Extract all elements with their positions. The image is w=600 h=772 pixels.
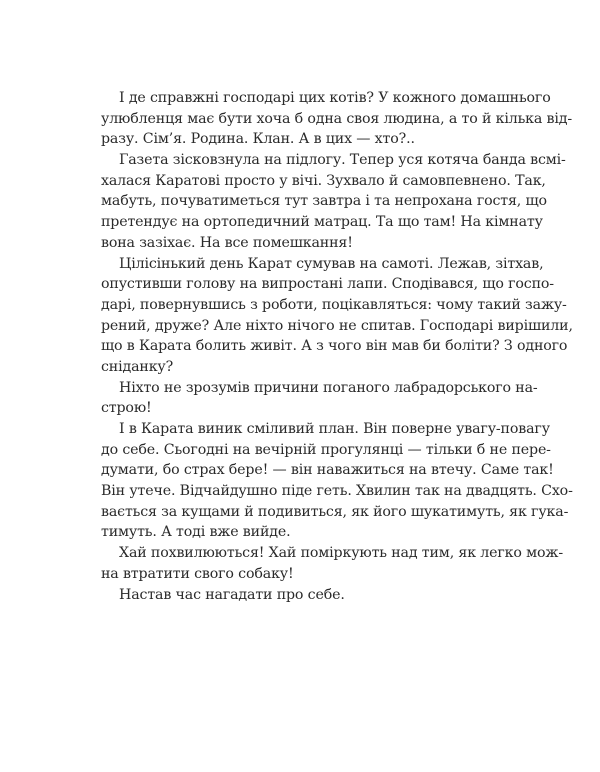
paragraph bbox=[101, 254, 573, 378]
paragraph bbox=[101, 88, 572, 150]
paragraph bbox=[101, 543, 563, 584]
paragraph bbox=[101, 150, 566, 253]
text-line: Ніхто не зрозумів причини поганого лабрадорського на- bbox=[119, 379, 538, 396]
paragraph bbox=[101, 419, 573, 543]
text-line: претендує на ортопедичний матрац. Та що там! На кімнату bbox=[101, 214, 543, 231]
text-line: тимуть. А тоді вже вийде. bbox=[101, 524, 291, 541]
text-line: разу. Сім’я. Родина. Клан. А в цих — хто?.. bbox=[101, 131, 415, 148]
paragraph bbox=[101, 378, 538, 419]
text-line: Газета зісковзнула на підлогу. Тепер уся котяча банда всмі- bbox=[119, 152, 566, 169]
text-line: на втратити свого собаку! bbox=[101, 565, 294, 582]
text-line: Настав час нагадати про себе. bbox=[119, 586, 345, 603]
text-line: улюбленця має бути хоча б одна своя людина, а то й кілька від- bbox=[101, 110, 572, 127]
text-line: думати, бо страх бере! — він наважиться на втечу. Саме так! bbox=[101, 462, 554, 479]
text-line: Хай похвилюються! Хай поміркують над тим, як легко мож- bbox=[119, 545, 563, 562]
text-line: Цілісінький день Карат сумував на самоті. Лежав, зітхав, bbox=[119, 255, 544, 272]
text-line: вона зазіхає. На все помешкання! bbox=[101, 234, 353, 251]
text-line: рений, друже? Але ніхто нічого не спитав. Господарі вирішили, bbox=[101, 317, 573, 334]
text-line: І в Карата виник сміливий план. Він поверне увагу-повагу bbox=[119, 421, 550, 437]
book-page-text bbox=[101, 88, 573, 605]
text-line: вається за кущами й подивиться, як його шукатимуть, як гука- bbox=[101, 503, 569, 520]
text-line: строю! bbox=[101, 400, 152, 417]
text-line: мабуть, почуватиметься тут завтра і та непрохана гостя, що bbox=[101, 193, 547, 210]
text-line: дарі, повернувшись з роботи, поцікавляться: чому такий зажу- bbox=[101, 296, 567, 313]
paragraph bbox=[101, 585, 501, 606]
text-line: опустивши голову на випростані лапи. Сподівався, що госпо- bbox=[101, 276, 554, 293]
text-line: сніданку? bbox=[101, 358, 174, 375]
text-line: халася Каратові просто у вічі. Зухвало й самовпевнено. Так, bbox=[101, 172, 546, 189]
text-line: до себе. Сьогодні на вечірній прогулянці — тільки б не пере- bbox=[101, 441, 551, 458]
text-line: Він утече. Відчайдушно піде геть. Хвилин так на двадцять. Схо- bbox=[101, 483, 573, 500]
text-line: І де справжні господарі цих котів? У кожного домашнього bbox=[119, 90, 551, 106]
text-line: що в Карата болить живіт. А з чого він мав би боліти? З одного bbox=[101, 338, 568, 355]
